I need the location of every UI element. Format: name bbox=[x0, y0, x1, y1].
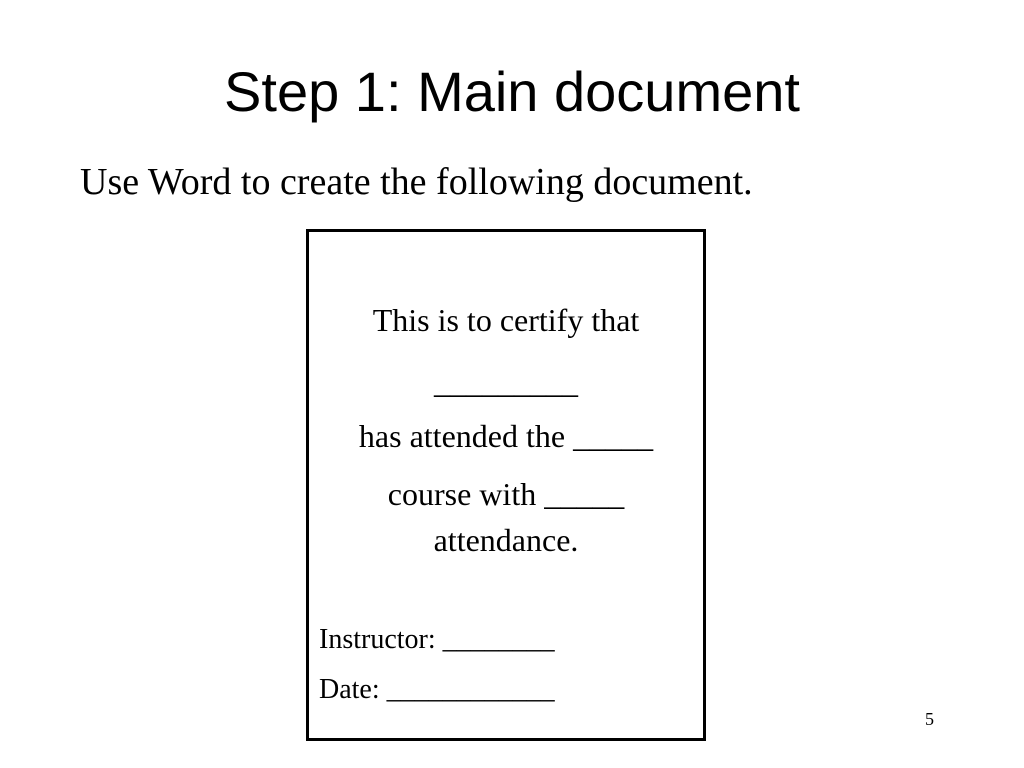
certificate-date-line: Date: ____________ bbox=[319, 674, 555, 705]
certificate-instructor-line: Instructor: ________ bbox=[319, 624, 555, 655]
certificate-line-name-blank: _________ bbox=[434, 364, 578, 400]
slide-title: Step 1: Main document bbox=[224, 60, 800, 123]
slide-subtitle: Use Word to create the following document. bbox=[80, 161, 753, 203]
page-number: 5 bbox=[925, 709, 934, 729]
certificate-line-certify: This is to certify that bbox=[372, 302, 640, 338]
certificate-line-course: course with _____ bbox=[387, 476, 625, 512]
certificate-document-box bbox=[306, 229, 706, 741]
certificate-line-attendance: attendance. bbox=[433, 522, 579, 558]
certificate-line-attended: has attended the _____ bbox=[358, 418, 654, 454]
